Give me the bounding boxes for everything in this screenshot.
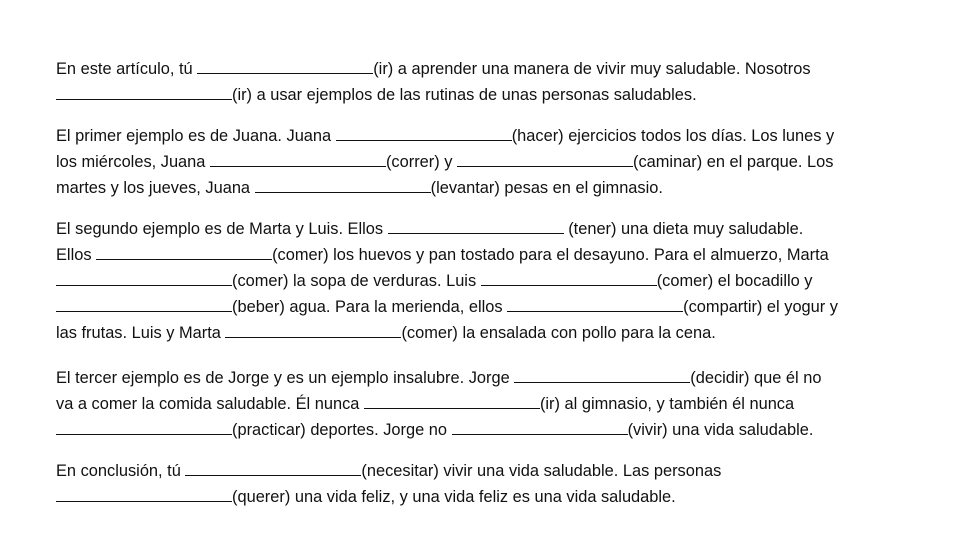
text-segment: El primer ejemplo es de Juana. Juana [56,127,336,145]
text-segment: (comer) los huevos y pan tostado para el desayuno. Para el almuerzo, Marta [272,246,829,264]
text-segment: (caminar) en el parque. Los [633,153,834,171]
text-line [56,56,916,82]
text-segment: (ir) a usar ejemplos de las rutinas de unas personas saludables. [232,86,697,104]
answer-blank[interactable] [364,391,540,409]
answer-blank[interactable] [56,294,232,312]
text-segment: (ir) al gimnasio, y también él nunca [539,395,795,413]
text-segment: (tener) una dieta muy saludable. [563,220,804,238]
text-segment: martes y los jueves, Juana [56,179,255,197]
answer-blank[interactable] [481,268,657,286]
answer-blank[interactable] [185,458,361,476]
answer-blank[interactable] [56,484,232,502]
answer-blank[interactable] [56,417,232,435]
text-segment: los miércoles, Juana [56,153,210,171]
paragraph-jorge [56,365,916,443]
text-line [56,417,916,443]
answer-blank[interactable] [514,365,690,383]
answer-blank[interactable] [225,320,401,338]
text-segment: (practicar) deportes. Jorge no [232,421,452,439]
text-line [56,82,916,108]
text-segment: (ir) a aprender una manera de vivir muy saludable. Nosotros [373,60,811,78]
paragraph-intro [56,56,916,108]
paragraph-juana [56,123,916,201]
answer-blank[interactable] [197,56,373,74]
answer-blank[interactable] [388,216,564,234]
text-segment: Ellos [56,246,97,264]
text-line [56,294,916,320]
text-line [56,268,916,294]
text-segment: (correr) y [385,153,457,171]
text-line [56,391,916,417]
answer-blank[interactable] [56,82,232,100]
text-line [56,458,916,484]
paragraph-marta-luis [56,216,916,346]
answer-blank[interactable] [255,175,431,193]
text-segment: (hacer) ejercicios todos los días. Los lunes y [511,127,835,145]
answer-blank[interactable] [507,294,683,312]
text-segment: va a comer la comida saludable. Él nunca [56,395,364,413]
text-segment: (beber) agua. Para la merienda, ellos [232,298,508,316]
answer-blank[interactable] [56,268,232,286]
text-segment: (comer) la sopa de verduras. Luis [232,272,481,290]
answer-blank[interactable] [336,123,512,141]
text-line [56,365,916,391]
text-line [56,123,916,149]
text-line [56,484,916,510]
text-segment: (vivir) una vida saludable. [627,421,814,439]
text-segment: las frutas. Luis y Marta [56,324,226,342]
answer-blank[interactable] [210,149,386,167]
text-segment: (levantar) pesas en el gimnasio. [430,179,663,197]
paragraph-conclusion [56,458,916,510]
text-line [56,242,916,268]
answer-blank[interactable] [457,149,633,167]
text-line [56,149,916,175]
answer-blank[interactable] [96,242,272,260]
text-segment: (necesitar) vivir una vida saludable. Las personas [361,462,722,480]
text-segment: (comer) el bocadillo y [656,272,813,290]
text-segment: (comer) la ensalada con pollo para la cena. [401,324,716,342]
text-segment: El tercer ejemplo es de Jorge y es un ejemplo insalubre. Jorge [56,369,515,387]
text-segment: En este artículo, tú [56,60,198,78]
answer-blank[interactable] [452,417,628,435]
text-line [56,216,916,242]
text-segment: El segundo ejemplo es de Marta y Luis. Ellos [56,220,388,238]
text-segment: En conclusión, tú [56,462,186,480]
text-line [56,175,916,201]
text-line [56,320,916,346]
text-segment: (compartir) el yogur y [683,298,838,316]
text-segment: (querer) una vida feliz, y una vida feliz es una vida saludable. [232,488,676,506]
text-segment: (decidir) que él no [690,369,822,387]
